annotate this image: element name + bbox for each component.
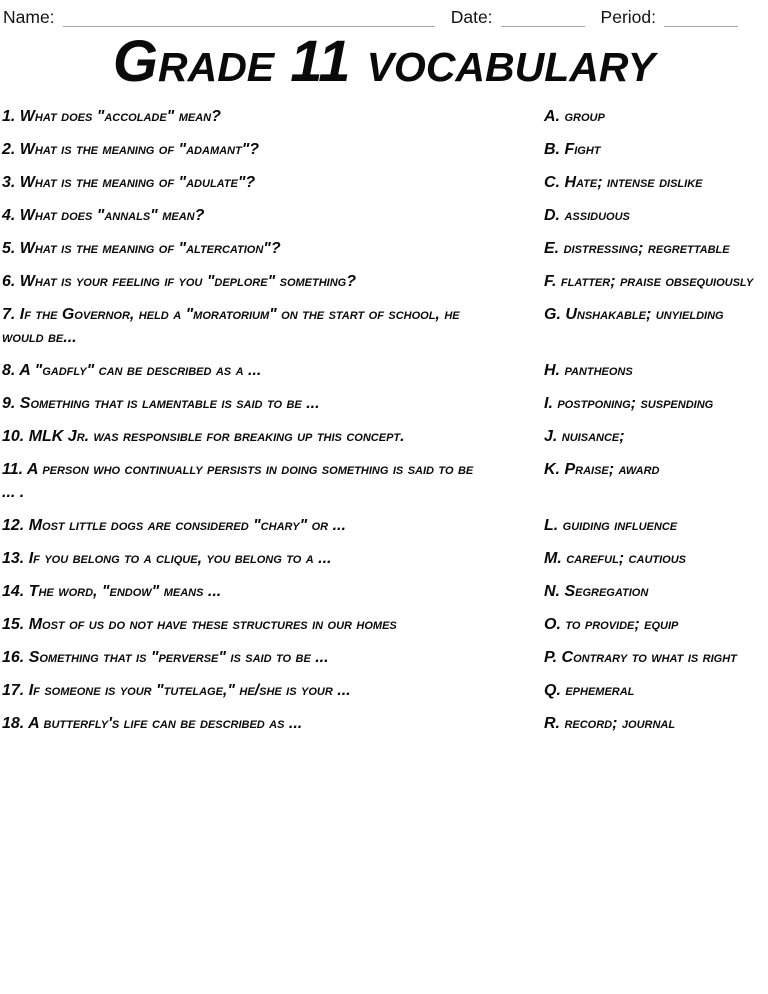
answer [544,138,768,161]
answer-letter: E. [544,240,560,257]
answer-text: Praise; award [564,461,660,478]
question [2,204,544,227]
answer [544,514,768,537]
question-text: What does "annals" mean? [19,207,205,224]
question-text: Something that is "perverse" is said to be ... [28,649,329,666]
worksheet-row [2,392,768,415]
question-number: 18. [2,715,25,732]
question [2,712,544,735]
question [2,359,544,382]
worksheet-row [2,580,768,603]
question [2,105,544,128]
answer-text: Hate; intense dislike [564,174,703,191]
question-number: 13. [2,550,25,567]
period-blank-line [664,8,738,27]
answer-text: Contrary to what is right [561,649,737,666]
answer-text: flatter; praise obsequiously [560,273,754,290]
question [2,425,544,448]
question-text: MLK Jr. was responsible for breaking up this concept. [28,428,405,445]
question [2,458,544,504]
answer [544,171,768,194]
answer-text: group [564,108,605,125]
question-text: Most of us do not have these structures in our homes [28,616,397,633]
worksheet-row [2,171,768,194]
page-title: Grade 11 vocabulary [112,29,656,94]
answer-text: postponing; suspending [557,395,714,412]
question [2,679,544,702]
question-number: 2. [2,141,16,158]
answer [544,425,768,448]
answer-letter: A. [544,108,560,125]
name-blank-line [63,8,435,27]
answer [544,392,768,415]
answer [544,359,768,382]
question-number: 5. [2,240,16,257]
question [2,646,544,669]
question-text-line2: ... . [2,484,25,501]
worksheet-row [2,646,768,669]
answer [544,303,768,349]
answer-text: guiding influence [562,517,678,534]
date-label: Date: [450,7,493,27]
worksheet-row [2,105,768,128]
answer [544,270,768,293]
question-number: 1. [2,108,16,125]
question-text: If someone is your "tutelage," he/she is your ... [28,682,351,699]
answer-letter: B. [544,141,560,158]
worksheet-row [2,138,768,161]
worksheet-row [2,425,768,448]
answer-letter: M. [544,550,562,567]
answer [544,712,768,735]
answer-letter: J. [544,428,558,445]
question-text: If you belong to a clique, you belong to a ... [28,550,332,567]
question-text: What is the meaning of "adulate"? [19,174,256,191]
worksheet-row [2,712,768,735]
answer-letter: F. [544,273,557,290]
question-number: 16. [2,649,25,666]
worksheet-row [2,458,768,504]
answer-text: distressing; regrettable [563,240,730,257]
answer-text: record; journal [564,715,676,732]
question-number: 9. [2,395,16,412]
answer-text: nuisance; [561,428,625,445]
answer [544,580,768,603]
question-text: What is the meaning of "adamant"? [19,141,260,158]
question-text: What is the meaning of "altercation"? [19,240,281,257]
answer-text: assiduous [564,207,630,224]
question-text: Most little dogs are considered "chary" or ... [28,517,346,534]
worksheet-header [0,0,768,27]
question-text: The word, "endow" means ... [28,583,222,600]
answer-letter: L. [544,517,559,534]
question [2,237,544,260]
answer-letter: P. [544,649,558,666]
worksheet-row [2,359,768,382]
question-text: A "gadfly" can be described as a ... [19,362,262,379]
answer [544,679,768,702]
matching-worksheet [0,93,768,735]
question-number: 6. [2,273,16,290]
worksheet-row [2,547,768,570]
worksheet-row [2,514,768,537]
date-blank-line [501,8,585,27]
question-number: 10. [2,428,25,445]
answer-letter: K. [544,461,560,478]
question [2,171,544,194]
question-text: Something that is lamentable is said to be ... [19,395,320,412]
question-text-line2: would be... [2,329,77,346]
answer [544,547,768,570]
question [2,270,544,293]
answer-letter: I. [544,395,553,412]
question [2,613,544,636]
worksheet-row [2,303,768,349]
question [2,514,544,537]
answer [544,458,768,504]
answer-letter: Q. [544,682,561,699]
answer-text: Unshakable; unyielding [565,306,724,323]
question-text: A butterfly's life can be described as ... [28,715,303,732]
question [2,547,544,570]
answer-text: pantheons [564,362,633,379]
worksheet-row [2,204,768,227]
question-text: What is your feeling if you "deplore" something? [19,273,356,290]
answer-letter: R. [544,715,560,732]
question [2,580,544,603]
question-text: A person who continually persists in doing something is said to be [26,461,474,478]
question [2,392,544,415]
answer-letter: C. [544,174,560,191]
question-text: What does "accolade" mean? [19,108,221,125]
answer [544,646,768,669]
question-number: 17. [2,682,25,699]
worksheet-row [2,613,768,636]
answer [544,105,768,128]
question-number: 7. [2,306,16,323]
question-number: 11. [2,461,24,478]
question [2,303,544,349]
answer-letter: O. [544,616,561,633]
question [2,138,544,161]
worksheet-row [2,270,768,293]
answer-letter: D. [544,207,560,224]
question-number: 15. [2,616,25,633]
answer-text: careful; cautious [566,550,687,567]
question-number: 3. [2,174,16,191]
name-label: Name: [3,7,55,27]
answer-letter: H. [544,362,560,379]
question-number: 8. [2,362,16,379]
answer-text: to provide; equip [565,616,679,633]
worksheet-row [2,237,768,260]
answer [544,204,768,227]
answer-text: ephemeral [565,682,635,699]
question-text: If the Governor, held a "moratorium" on the start of school, he [19,306,460,323]
answer [544,613,768,636]
question-number: 12. [2,517,25,534]
answer-letter: G. [544,306,561,323]
answer-text: Fight [564,141,601,158]
answer-text: Segregation [564,583,649,600]
period-label: Period: [600,7,656,27]
worksheet-row [2,679,768,702]
question-number: 4. [2,207,16,224]
question-number: 14. [2,583,25,600]
answer [544,237,768,260]
answer-letter: N. [544,583,560,600]
